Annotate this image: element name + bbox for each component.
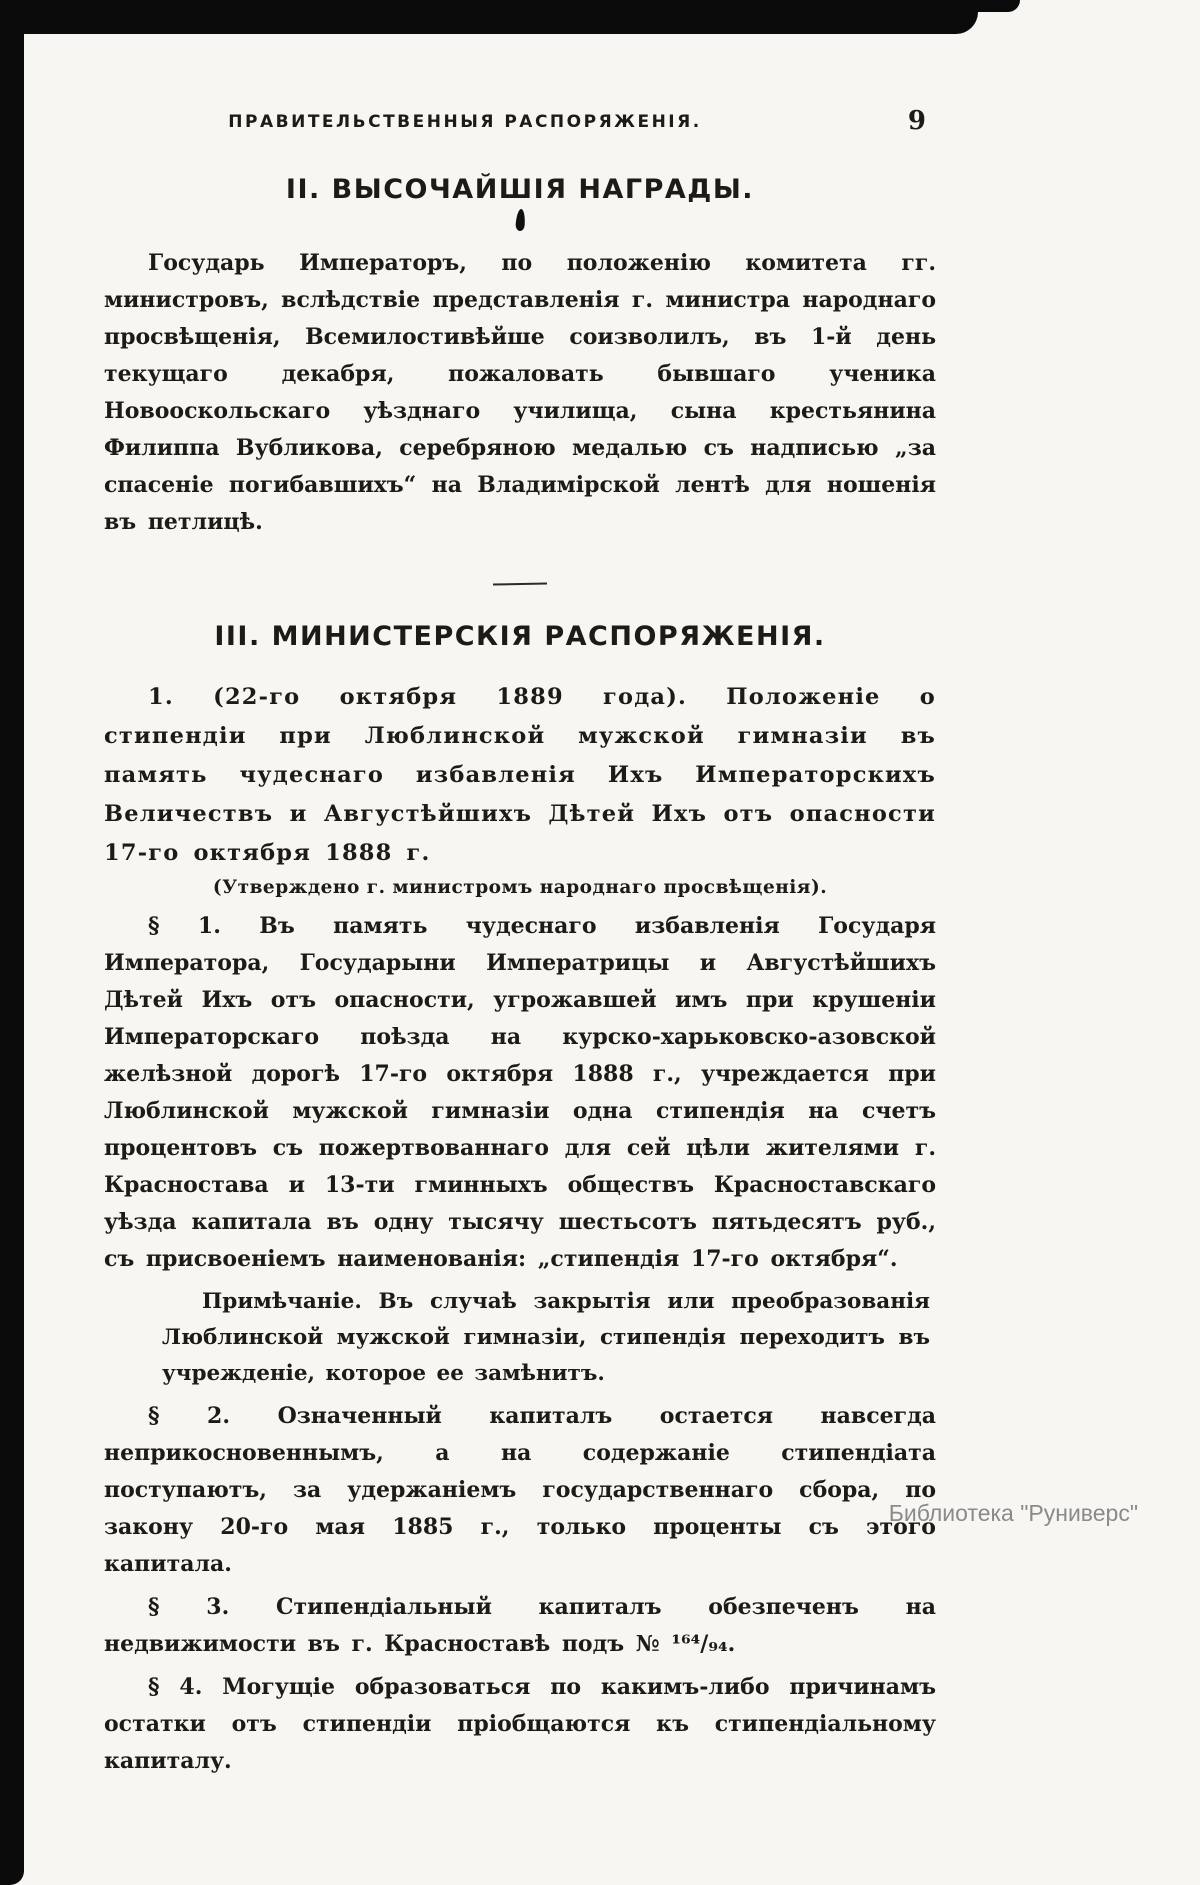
page-number: 9: [907, 106, 926, 136]
library-watermark: Библиотека "Руниверс": [888, 1500, 1138, 1526]
running-header: [104, 106, 936, 136]
section-title-awards: II. ВЫСОЧАЙШІЯ НАГРАДЫ.: [285, 174, 755, 205]
ministerial-item-heading: 1. (22-го октября 1889 года). Положеніе о стипендіи при Люблинской мужской гимназіи въ память чудеснаго избавленія Ихъ Императорскихъ Величествъ и Августѣйшихъ Дѣтей Ихъ отъ опасности 17-го октября 1888 г.: [104, 684, 936, 866]
statute-paragraph-3: § 3. Стипендіальный капиталъ обезпеченъ на недвижимости въ г. Красноставѣ подъ № ¹⁶⁴/₉₄.: [104, 1594, 936, 1657]
ink-blot-ornament: [515, 209, 526, 232]
statute-remark: Примѣчаніе. Въ случаѣ закрытія или преобразованія Люблинской мужской гимназіи, стипендія переходитъ въ учрежденіе, которое ее замѣнитъ.: [162, 1289, 930, 1386]
scan-border-left: [0, 0, 24, 1885]
spacer: [104, 656, 936, 678]
statute-paragraph-2: § 2. Означенный капиталъ остается навсегда неприкосновеннымъ, а на содержаніе стипендіата поступаютъ, за удержаніемъ государственнаго сбора, по закону 20-го мая 1885 г., только проценты съ этого капитала.: [104, 1403, 936, 1577]
statute-paragraph-1: § 1. Въ память чудеснаго избавленія Государя Императора, Государыни Императрицы и Августѣйшихъ Дѣтей Ихъ отъ опасности, угрожавшей имъ при крушеніи Императорскаго поѣзда на курско-харьковско-азовской желѣзной дорогѣ 17-го октября 1888 г., учреждается при Люблинской мужской гимназіи одна стипендія на счетъ процентовъ съ пожертвованнаго для сей цѣли жителями г. Красностава и 13-ти гминныхъ обществъ Красноставскаго уѣзда капитала въ одну тысячу шестьсотъ пятьдесятъ руб., съ присвоеніемъ наименованія: „стипендія 17-го октября“.: [104, 913, 936, 1272]
awards-paragraph: Государь Императоръ, по положенію комитета гг. министровъ, вслѣдствіе представленія г. министра народнаго просвѣщенія, Всемилостивѣйше соизволилъ, въ 1-й день текущаго декабря, пожаловать бывшаго ученика Новооскольскаго уѣзднаго училища, сына крестьянина Филиппа Вубликова, серебряною медалью съ надписью „за спасеніе погибавшихъ“ на Владимірской лентѣ для ношенія въ петлицѣ.: [104, 250, 936, 535]
scan-border-top-sliver: [930, 0, 1020, 12]
page-content: [104, 106, 936, 1786]
section-title-ministerial: III. МИНИСТЕРСКІЯ РАСПОРЯЖЕНІЯ.: [214, 621, 826, 652]
scan-border-top: [0, 0, 978, 34]
approval-note: (Утверждено г. министромъ народнаго просвѣщенія).: [212, 877, 828, 898]
running-title: ПРАВИТЕЛЬСТВЕННЫЯ РАСПОРЯЖЕНІЯ.: [228, 112, 702, 132]
section-divider: [493, 583, 547, 586]
statute-paragraph-4: § 4. Могущіе образоваться по какимъ-либо причинамъ остатки отъ стипендіи пріобщаются къ стипендіальному капиталу.: [104, 1674, 936, 1774]
